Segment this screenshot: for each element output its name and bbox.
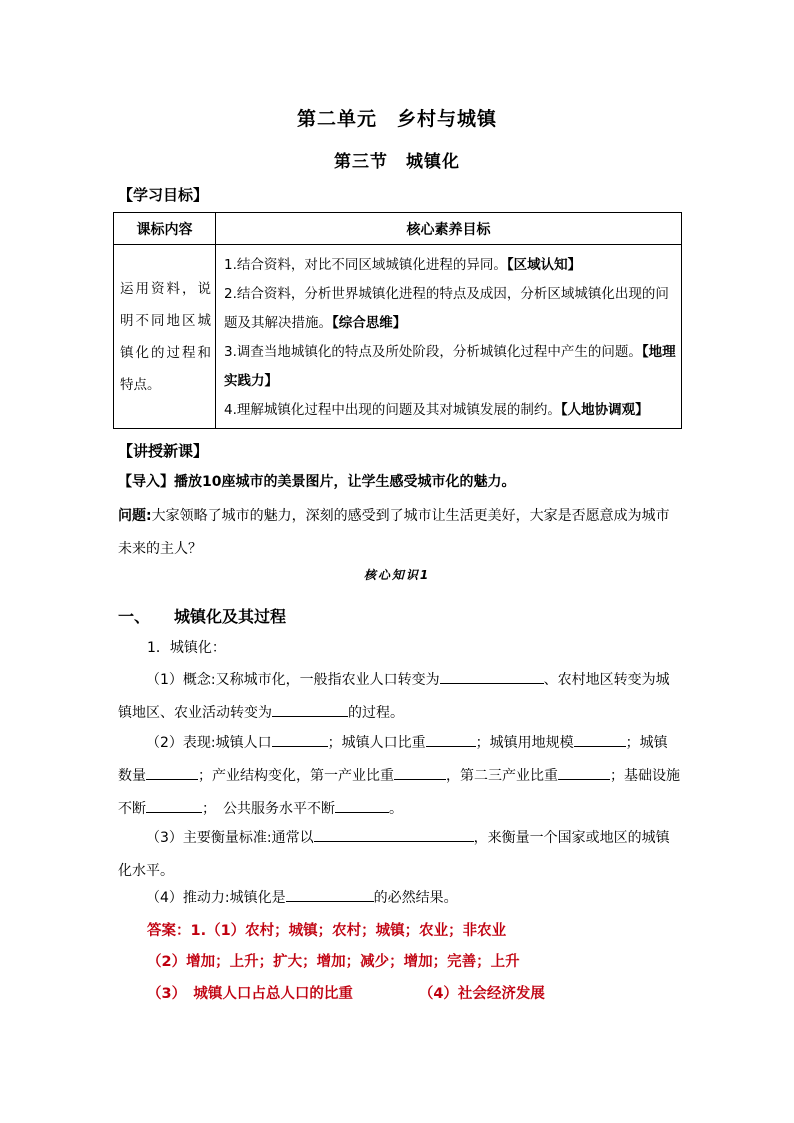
driver-label: （4）推动力: xyxy=(146,890,230,906)
section1-heading xyxy=(118,604,286,627)
objectives-table xyxy=(113,212,682,429)
goal-item xyxy=(216,251,681,280)
lecture-heading: 【讲授新课】 xyxy=(118,442,209,460)
question-label: 问题: xyxy=(118,508,152,524)
answer-4: （4）社会经济发展 xyxy=(418,986,545,1002)
blank-field[interactable] xyxy=(146,765,198,780)
section1-title: 城镇化及其过程 xyxy=(174,607,287,626)
measure-label: （3）主要衡量标准: xyxy=(146,830,272,846)
manifest-label: （2）表现: xyxy=(146,735,216,751)
manifest-text: ；城镇用地规模 xyxy=(475,735,574,751)
blank-field[interactable] xyxy=(574,732,626,747)
intro-label: 【导入】 xyxy=(118,474,174,490)
blank-field[interactable] xyxy=(558,765,610,780)
answer-line-1: 答案：1.（1）农村；城镇；农村；城镇；农业；非农业 xyxy=(147,923,507,939)
goal-item xyxy=(216,338,681,396)
intro-text: 播放10座城市的美景图片，让学生感受城市化的魅力。 xyxy=(174,474,516,490)
goal-text: 1.结合资料，对比不同区域城镇化进程的异同。 xyxy=(224,257,507,273)
answer-line-3 xyxy=(147,982,545,1003)
manifest-text: 。 xyxy=(389,801,403,817)
goal-item xyxy=(216,396,681,425)
goal-tag: 【区域认知】 xyxy=(506,257,582,273)
driver-paragraph xyxy=(118,882,680,915)
objectives-heading: 【学习目标】 xyxy=(118,186,209,204)
blank-field[interactable] xyxy=(440,669,544,684)
concept-paragraph xyxy=(118,664,680,730)
blank-field[interactable] xyxy=(286,887,374,902)
manifest-paragraph xyxy=(118,727,680,826)
blank-field[interactable] xyxy=(272,702,348,717)
goal-text: 3.调查当地城镇化的特点及所处阶段，分析城镇化过程中产生的问题。 xyxy=(224,344,642,360)
question-text: 大家领略了城市的魅力，深刻的感受到了城市让生活更美好，大家是否愿意成为城市未来的主人？ xyxy=(118,508,670,557)
blank-field[interactable] xyxy=(394,765,446,780)
blank-field[interactable] xyxy=(314,827,474,842)
item1-heading: 1．城镇化： xyxy=(147,640,226,656)
measure-text: ，来衡量一个国家或地区的城镇化水平。 xyxy=(118,830,670,879)
goal-text: 2.结合资料，分析世界城镇化进程的特点及成因，分析区域城镇化出现的问题及其解决措施。 xyxy=(224,286,669,331)
section1-number: 一、 xyxy=(118,607,151,626)
goal-tag: 【人地协调观】 xyxy=(560,402,649,418)
table-row xyxy=(114,245,682,429)
blank-field[interactable] xyxy=(272,732,328,747)
measure-text: 通常以 xyxy=(271,830,314,846)
goal-item xyxy=(216,280,681,338)
manifest-text: ； 公共服务水平不断 xyxy=(202,801,335,817)
manifest-text: ；产业结构变化，第一产业比重 xyxy=(198,768,394,784)
col-header-literacy: 核心素养目标 xyxy=(216,213,682,245)
measure-paragraph xyxy=(118,822,680,888)
concept-label: （1）概念: xyxy=(146,672,216,688)
question-paragraph xyxy=(118,500,678,566)
answer-line-2: （2）增加；上升；扩大；增加；减少；增加；完善；上升 xyxy=(147,954,520,970)
core-knowledge-label: 核心知识1 xyxy=(363,568,431,582)
goal-text: 4.理解城镇化过程中出现的问题及其对城镇发展的制约。 xyxy=(224,402,561,418)
standard-cell: 运用资料，说明不同地区城镇化的过程和特点。 xyxy=(114,245,216,429)
manifest-text: ，第二三产业比重 xyxy=(446,768,558,784)
answer-3: （3） 城镇人口占总人口的比重 xyxy=(147,986,353,1002)
driver-text: 城镇化是 xyxy=(229,890,286,906)
blank-field[interactable] xyxy=(146,798,202,813)
table-header-row xyxy=(114,213,682,245)
blank-field[interactable] xyxy=(426,732,476,747)
concept-text-b: 、农村地区转变为城镇地区、农业活动转变为 xyxy=(118,672,670,721)
blank-field[interactable] xyxy=(335,798,389,813)
manifest-text: ；城镇数量 xyxy=(118,735,668,784)
intro-paragraph xyxy=(118,466,678,499)
goals-cell xyxy=(216,245,682,429)
concept-text-c: 的过程。 xyxy=(348,705,404,721)
goal-tag: 【地理实践力】 xyxy=(224,344,676,389)
col-header-standard: 课标内容 xyxy=(114,213,216,245)
unit-title: 第二单元 乡村与城镇 xyxy=(296,108,497,130)
manifest-text: ；城镇人口比重 xyxy=(327,735,426,751)
manifest-text: ；基础设施不断 xyxy=(118,768,680,817)
manifest-text: 城镇人口 xyxy=(215,735,272,751)
goal-tag: 【综合思维】 xyxy=(332,315,407,331)
concept-text-a: 又称城市化，一般指农业人口转变为 xyxy=(215,672,440,688)
driver-text: 的必然结果。 xyxy=(373,890,458,906)
section-title: 第三节 城镇化 xyxy=(334,152,460,172)
